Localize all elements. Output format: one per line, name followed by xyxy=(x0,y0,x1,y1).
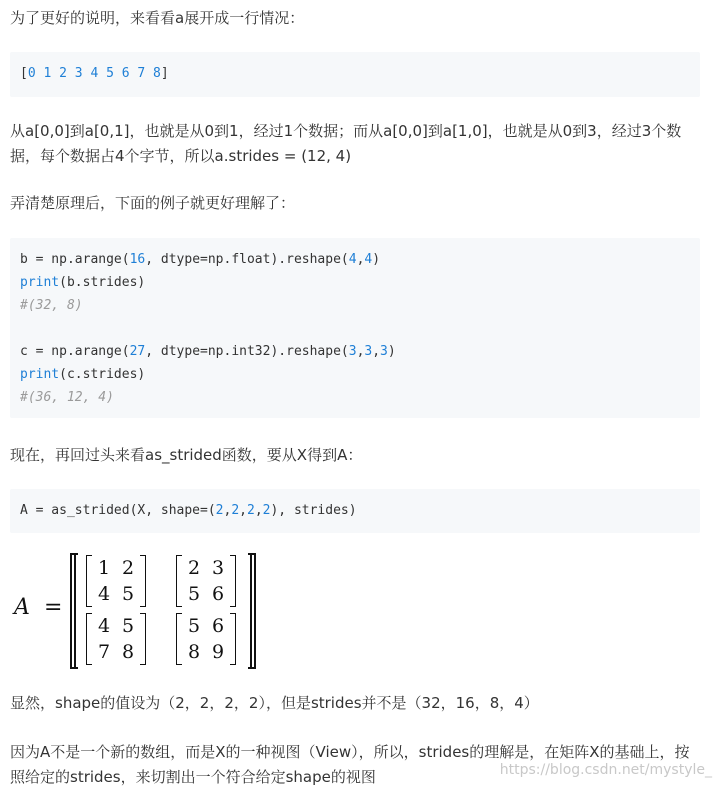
code-number: 4 xyxy=(348,252,357,267)
code-comment: #(36, 12, 4) xyxy=(20,390,114,405)
code-text: , xyxy=(356,252,365,267)
code-number: 2 xyxy=(262,503,271,518)
code-text: , dtype=np.int32).reshape( xyxy=(145,344,349,359)
matrix-cell: 1 xyxy=(97,557,111,579)
submatrix-right-bracket xyxy=(230,613,236,665)
submatrix-1-1 xyxy=(176,613,236,665)
code-block-as-strided xyxy=(10,489,700,533)
submatrix-right-bracket xyxy=(230,555,236,607)
matrix-cell: 6 xyxy=(211,583,225,605)
paragraph-intro: 为了更好的说明，来看看a展开成一行情况： xyxy=(10,9,305,27)
block-matrix-equation xyxy=(12,553,272,671)
code-text: , xyxy=(356,344,365,359)
matrix-label: A xyxy=(14,595,30,620)
code-line xyxy=(20,271,690,294)
paragraph-view-explanation: 因为A不是一个新的数组，而是X的一种视图（View），所以，strides的理解是，在矩阵X的基础上，按照给定的strides，来切割出一个符合给定shape的视图 xyxy=(10,743,690,786)
matrix-cell: 7 xyxy=(97,641,111,663)
code-line-blank xyxy=(20,317,690,340)
code-number: 2 xyxy=(231,503,240,518)
code-number: 3 xyxy=(380,344,388,359)
submatrix-right-bracket xyxy=(140,555,146,607)
outer-matrix xyxy=(70,553,256,669)
matrix-cell: 6 xyxy=(211,615,225,637)
code-text: A = as_strided(X, shape=( xyxy=(20,503,216,518)
submatrix-0-1 xyxy=(176,555,236,607)
code-text: (b.strides) xyxy=(59,275,146,290)
matrix-cell: 2 xyxy=(187,557,201,579)
code-block-array xyxy=(10,52,700,97)
submatrix-left-bracket xyxy=(176,613,182,665)
code-text: , xyxy=(254,503,263,518)
matrix-cell: 5 xyxy=(121,583,135,605)
code-line xyxy=(20,248,690,271)
code-text: , dtype=np.float).reshape( xyxy=(145,252,349,267)
paragraph-shape-value: 显然，shape的值设为（2，2，2，2），但是strides并不是（32，16，8，4） xyxy=(10,694,539,712)
matrix-cell: 5 xyxy=(187,615,201,637)
code-number: 4 xyxy=(364,252,373,267)
code-block-examples xyxy=(10,238,700,418)
code-text: b = np.arange( xyxy=(20,252,130,267)
matrix-cell: 3 xyxy=(211,557,225,579)
submatrix-right-bracket xyxy=(140,613,146,665)
submatrix-1-0 xyxy=(86,613,146,665)
code-text: , xyxy=(223,503,232,518)
code-line xyxy=(20,499,690,522)
code-line xyxy=(20,340,690,363)
code-line xyxy=(20,62,690,85)
code-bracket-open: [ xyxy=(20,66,28,81)
code-line xyxy=(20,386,690,409)
code-number: 3 xyxy=(348,344,357,359)
code-comment: #(32, 8) xyxy=(20,298,83,313)
code-bracket-close: ] xyxy=(160,66,169,81)
paragraph-examples-intro: 弄清楚原理后，下面的例子就更好理解了： xyxy=(10,194,296,212)
equals-sign: = xyxy=(44,595,63,620)
code-numbers: 0 1 2 3 4 5 6 7 8 xyxy=(27,66,161,81)
code-line xyxy=(20,294,690,317)
code-text: , xyxy=(372,344,381,359)
outer-right-bracket-inner xyxy=(246,553,252,669)
submatrix-left-bracket xyxy=(176,555,182,607)
matrix-cell: 5 xyxy=(187,583,201,605)
matrix-cell: 8 xyxy=(187,641,201,663)
matrix-cell: 9 xyxy=(211,641,225,663)
code-number: 2 xyxy=(215,503,224,518)
submatrix-left-bracket xyxy=(86,613,92,665)
code-text: ), strides) xyxy=(270,503,357,518)
code-line xyxy=(20,363,690,386)
submatrix-left-bracket xyxy=(86,555,92,607)
code-text: , xyxy=(239,503,247,518)
code-keyword: print xyxy=(20,367,60,382)
paragraph-strides-explanation: 从a[0,0]到a[0,1]，也就是从0到1，经过1个数据；而从a[0,0]到a[1,0]，也就是从0到3，经过3个数据，每个数据占4个字节，所以a.strides = (12, 4) xyxy=(10,122,682,165)
code-text: ) xyxy=(387,344,396,359)
code-text: (c.strides) xyxy=(59,367,146,382)
code-number: 3 xyxy=(364,344,373,359)
code-keyword: print xyxy=(20,275,60,290)
code-text: c = np.arange( xyxy=(20,344,130,359)
code-text: ) xyxy=(372,252,381,267)
submatrix-0-0 xyxy=(86,555,146,607)
matrix-cell: 4 xyxy=(97,615,111,637)
matrix-cell: 4 xyxy=(97,583,111,605)
matrix-cell: 5 xyxy=(121,615,135,637)
code-number: 27 xyxy=(129,344,146,359)
matrix-cell: 8 xyxy=(121,641,135,663)
outer-left-bracket-inner xyxy=(74,553,80,669)
watermark: https://blog.csdn.net/mystyle_ xyxy=(499,762,712,778)
paragraph-as-strided-intro: 现在，再回过头来看as_strided函数，要从X得到A： xyxy=(10,446,363,464)
matrix-cell: 2 xyxy=(121,557,135,579)
code-number: 2 xyxy=(246,503,255,518)
code-number: 16 xyxy=(129,252,146,267)
